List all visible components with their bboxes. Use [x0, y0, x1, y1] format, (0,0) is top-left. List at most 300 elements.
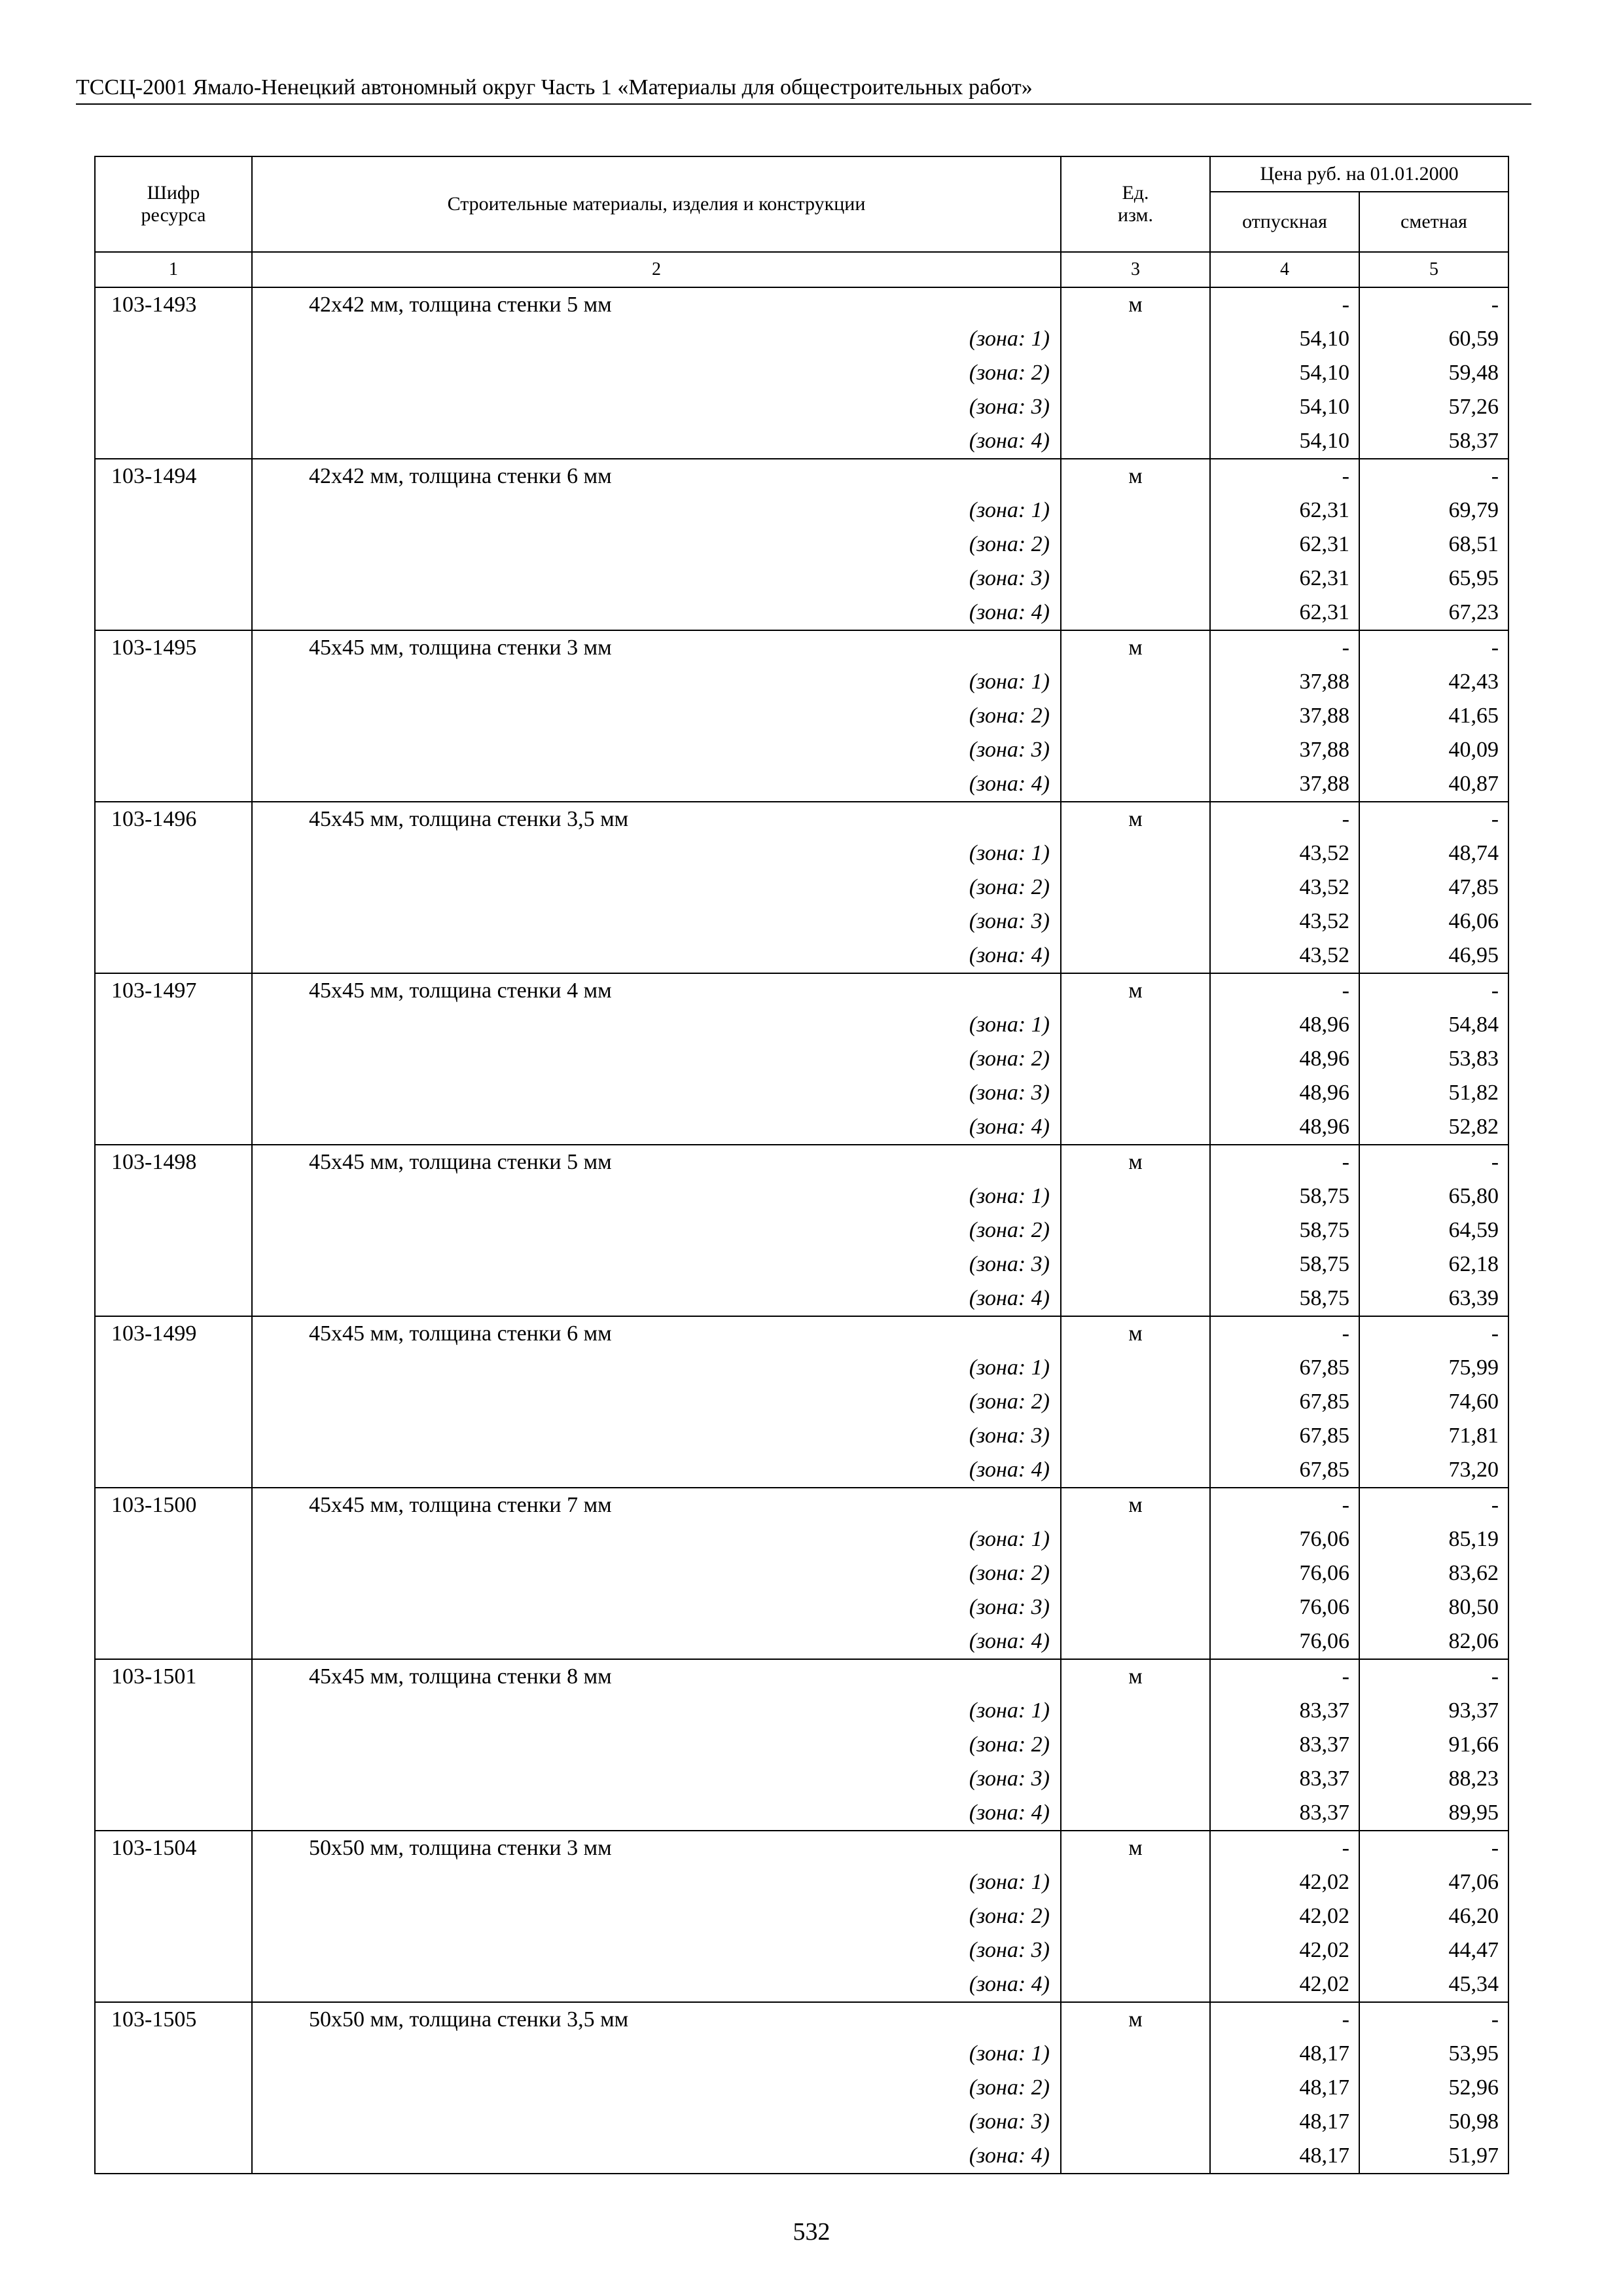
estimate-price: 71,81 — [1359, 1419, 1508, 1453]
zone-label: (зона: 3) — [252, 1247, 1061, 1282]
release-price: 42,02 — [1210, 1933, 1359, 1967]
release-price: 43,52 — [1210, 836, 1359, 870]
estimate-price: 65,80 — [1359, 1179, 1508, 1213]
empty-cell — [95, 1213, 252, 1247]
estimate-price: 69,79 — [1359, 493, 1508, 528]
release-price: 37,88 — [1210, 733, 1359, 767]
estimate-price: 60,59 — [1359, 322, 1508, 356]
empty-cell — [95, 2071, 252, 2105]
release-price: 48,17 — [1210, 2037, 1359, 2071]
header-estimate: сметная — [1359, 192, 1508, 252]
header-unit: Ед. изм. — [1061, 156, 1210, 252]
zone-row — [95, 1522, 1508, 1556]
resource-code: 103-1493 — [95, 287, 252, 322]
release-price: 67,85 — [1210, 1385, 1359, 1419]
zone-row — [95, 2139, 1508, 2174]
zone-row — [95, 1110, 1508, 1145]
zone-row — [95, 2071, 1508, 2105]
release-price: 67,85 — [1210, 1419, 1359, 1453]
release-price: 54,10 — [1210, 390, 1359, 424]
zone-row — [95, 1179, 1508, 1213]
empty-cell — [1061, 2037, 1210, 2071]
resource-code: 103-1499 — [95, 1316, 252, 1351]
empty-cell — [95, 2037, 252, 2071]
release-price: 48,96 — [1210, 1008, 1359, 1042]
zone-row — [95, 1385, 1508, 1419]
resource-code: 103-1495 — [95, 630, 252, 665]
empty-cell — [95, 1967, 252, 2002]
release-price: - — [1210, 1659, 1359, 1694]
estimate-price: 62,18 — [1359, 1247, 1508, 1282]
resource-code: 103-1497 — [95, 973, 252, 1008]
empty-cell — [95, 322, 252, 356]
release-price: 83,37 — [1210, 1762, 1359, 1796]
estimate-price: - — [1359, 1316, 1508, 1351]
zone-label: (зона: 2) — [252, 1385, 1061, 1419]
unit-cell: м — [1061, 1145, 1210, 1179]
zone-label: (зона: 4) — [252, 1967, 1061, 2002]
release-price: 54,10 — [1210, 424, 1359, 459]
empty-cell — [1061, 562, 1210, 596]
empty-cell — [95, 1419, 252, 1453]
empty-cell — [1061, 2105, 1210, 2139]
zone-label: (зона: 3) — [252, 1762, 1061, 1796]
estimate-price: 53,83 — [1359, 1042, 1508, 1076]
zone-row — [95, 870, 1508, 905]
empty-cell — [95, 1385, 252, 1419]
release-price: 54,10 — [1210, 356, 1359, 390]
zone-row — [95, 2105, 1508, 2139]
resource-code: 103-1496 — [95, 802, 252, 836]
empty-cell — [1061, 767, 1210, 802]
release-price: 42,02 — [1210, 1899, 1359, 1933]
release-price: - — [1210, 630, 1359, 665]
price-table — [94, 156, 1509, 2174]
empty-cell — [95, 493, 252, 528]
empty-cell — [1061, 1008, 1210, 1042]
zone-label: (зона: 3) — [252, 2105, 1061, 2139]
table-row — [95, 2002, 1508, 2037]
release-price: 67,85 — [1210, 1351, 1359, 1385]
release-price: 37,88 — [1210, 767, 1359, 802]
estimate-price: 80,50 — [1359, 1590, 1508, 1624]
zone-label: (зона: 1) — [252, 1008, 1061, 1042]
release-price: 58,75 — [1210, 1213, 1359, 1247]
empty-cell — [1061, 596, 1210, 630]
release-price: 48,96 — [1210, 1042, 1359, 1076]
zone-label: (зона: 3) — [252, 1076, 1061, 1110]
empty-cell — [95, 905, 252, 939]
unit-cell: м — [1061, 802, 1210, 836]
release-price: 76,06 — [1210, 1624, 1359, 1659]
estimate-price: 52,82 — [1359, 1110, 1508, 1145]
zone-label: (зона: 2) — [252, 528, 1061, 562]
zone-row — [95, 1556, 1508, 1590]
unit-cell: м — [1061, 1659, 1210, 1694]
estimate-price: 74,60 — [1359, 1385, 1508, 1419]
estimate-price: - — [1359, 2002, 1508, 2037]
empty-cell — [95, 1453, 252, 1488]
estimate-price: - — [1359, 630, 1508, 665]
estimate-price: 47,85 — [1359, 870, 1508, 905]
estimate-price: 59,48 — [1359, 356, 1508, 390]
material-name: 45х45 мм, толщина стенки 8 мм — [252, 1659, 1061, 1694]
estimate-price: 50,98 — [1359, 2105, 1508, 2139]
empty-cell — [95, 733, 252, 767]
zone-label: (зона: 2) — [252, 2071, 1061, 2105]
empty-cell — [95, 2139, 252, 2174]
zone-row — [95, 939, 1508, 973]
empty-cell — [1061, 1282, 1210, 1316]
zone-label: (зона: 3) — [252, 905, 1061, 939]
empty-cell — [1061, 1556, 1210, 1590]
release-price: - — [1210, 2002, 1359, 2037]
zone-row — [95, 1933, 1508, 1967]
column-number: 1 — [95, 252, 252, 287]
empty-cell — [95, 699, 252, 733]
release-price: 37,88 — [1210, 699, 1359, 733]
estimate-price: - — [1359, 1831, 1508, 1865]
estimate-price: 83,62 — [1359, 1556, 1508, 1590]
release-price: - — [1210, 1145, 1359, 1179]
release-price: 42,02 — [1210, 1967, 1359, 2002]
zone-label: (зона: 4) — [252, 939, 1061, 973]
empty-cell — [1061, 493, 1210, 528]
empty-cell — [1061, 939, 1210, 973]
zone-row — [95, 1351, 1508, 1385]
table-row — [95, 802, 1508, 836]
empty-cell — [95, 2105, 252, 2139]
release-price: 48,96 — [1210, 1076, 1359, 1110]
estimate-price: 89,95 — [1359, 1796, 1508, 1831]
empty-cell — [1061, 1076, 1210, 1110]
estimate-price: 42,43 — [1359, 665, 1508, 699]
estimate-price: 82,06 — [1359, 1624, 1508, 1659]
zone-row — [95, 356, 1508, 390]
empty-cell — [95, 1624, 252, 1659]
zone-label: (зона: 1) — [252, 1351, 1061, 1385]
zone-label: (зона: 1) — [252, 836, 1061, 870]
empty-cell — [95, 1282, 252, 1316]
table-row — [95, 973, 1508, 1008]
zone-label: (зона: 1) — [252, 1865, 1061, 1899]
empty-cell — [1061, 1624, 1210, 1659]
zone-label: (зона: 1) — [252, 1694, 1061, 1728]
zone-row — [95, 1899, 1508, 1933]
column-number: 3 — [1061, 252, 1210, 287]
empty-cell — [95, 870, 252, 905]
resource-code: 103-1505 — [95, 2002, 252, 2037]
estimate-price: 53,95 — [1359, 2037, 1508, 2071]
estimate-price: 51,97 — [1359, 2139, 1508, 2174]
zone-label: (зона: 2) — [252, 356, 1061, 390]
resource-code: 103-1501 — [95, 1659, 252, 1694]
page-number: 532 — [793, 2218, 830, 2246]
zone-label: (зона: 3) — [252, 1419, 1061, 1453]
zone-label: (зона: 1) — [252, 1522, 1061, 1556]
empty-cell — [1061, 1453, 1210, 1488]
empty-cell — [1061, 1933, 1210, 1967]
column-number: 2 — [252, 252, 1061, 287]
empty-cell — [95, 390, 252, 424]
resource-code: 103-1494 — [95, 459, 252, 493]
empty-cell — [95, 1076, 252, 1110]
release-price: 62,31 — [1210, 562, 1359, 596]
release-price: 48,96 — [1210, 1110, 1359, 1145]
empty-cell — [95, 1728, 252, 1762]
estimate-price: 91,66 — [1359, 1728, 1508, 1762]
zone-label: (зона: 1) — [252, 2037, 1061, 2071]
empty-cell — [95, 665, 252, 699]
zone-label: (зона: 1) — [252, 493, 1061, 528]
empty-cell — [95, 1008, 252, 1042]
estimate-price: 45,34 — [1359, 1967, 1508, 2002]
estimate-price: - — [1359, 973, 1508, 1008]
empty-cell — [95, 1796, 252, 1831]
zone-label: (зона: 2) — [252, 1556, 1061, 1590]
release-price: - — [1210, 459, 1359, 493]
empty-cell — [1061, 1762, 1210, 1796]
estimate-price: 73,20 — [1359, 1453, 1508, 1488]
release-price: 76,06 — [1210, 1522, 1359, 1556]
empty-cell — [1061, 424, 1210, 459]
release-price: 48,17 — [1210, 2105, 1359, 2139]
zone-row — [95, 1694, 1508, 1728]
estimate-price: - — [1359, 1145, 1508, 1179]
release-price: 67,85 — [1210, 1453, 1359, 1488]
estimate-price: 67,23 — [1359, 596, 1508, 630]
unit-cell: м — [1061, 2002, 1210, 2037]
empty-cell — [1061, 1110, 1210, 1145]
empty-cell — [1061, 356, 1210, 390]
empty-cell — [1061, 1522, 1210, 1556]
empty-cell — [1061, 1042, 1210, 1076]
empty-cell — [1061, 905, 1210, 939]
zone-label: (зона: 1) — [252, 1179, 1061, 1213]
empty-cell — [1061, 390, 1210, 424]
release-price: 48,17 — [1210, 2139, 1359, 2174]
release-price: 43,52 — [1210, 905, 1359, 939]
zone-row — [95, 1008, 1508, 1042]
estimate-price: 68,51 — [1359, 528, 1508, 562]
zone-row — [95, 665, 1508, 699]
column-number: 4 — [1210, 252, 1359, 287]
zone-row — [95, 1453, 1508, 1488]
estimate-price: - — [1359, 1488, 1508, 1522]
zone-row — [95, 1590, 1508, 1624]
table-row — [95, 287, 1508, 322]
header-price-group: Цена руб. на 01.01.2000 — [1210, 156, 1508, 192]
estimate-price: 64,59 — [1359, 1213, 1508, 1247]
zone-label: (зона: 4) — [252, 424, 1061, 459]
zone-row — [95, 493, 1508, 528]
empty-cell — [1061, 1179, 1210, 1213]
zone-label: (зона: 4) — [252, 1796, 1061, 1831]
table-row — [95, 1145, 1508, 1179]
zone-label: (зона: 4) — [252, 596, 1061, 630]
empty-cell — [1061, 2071, 1210, 2105]
zone-label: (зона: 2) — [252, 1728, 1061, 1762]
empty-cell — [1061, 1796, 1210, 1831]
zone-row — [95, 1076, 1508, 1110]
release-price: - — [1210, 1488, 1359, 1522]
empty-cell — [1061, 1385, 1210, 1419]
release-price: 62,31 — [1210, 528, 1359, 562]
empty-cell — [1061, 733, 1210, 767]
release-price: 54,10 — [1210, 322, 1359, 356]
release-price: - — [1210, 973, 1359, 1008]
unit-cell: м — [1061, 1488, 1210, 1522]
zone-label: (зона: 3) — [252, 562, 1061, 596]
empty-cell — [95, 1865, 252, 1899]
empty-cell — [95, 836, 252, 870]
empty-cell — [1061, 1865, 1210, 1899]
empty-cell — [95, 528, 252, 562]
empty-cell — [95, 1522, 252, 1556]
zone-row — [95, 1762, 1508, 1796]
empty-cell — [95, 1110, 252, 1145]
empty-cell — [1061, 870, 1210, 905]
release-price: 76,06 — [1210, 1590, 1359, 1624]
zone-row — [95, 2037, 1508, 2071]
release-price: 58,75 — [1210, 1282, 1359, 1316]
material-name: 42х42 мм, толщина стенки 6 мм — [252, 459, 1061, 493]
zone-label: (зона: 3) — [252, 733, 1061, 767]
resource-code: 103-1498 — [95, 1145, 252, 1179]
resource-code: 103-1500 — [95, 1488, 252, 1522]
empty-cell — [1061, 1419, 1210, 1453]
material-name: 45х45 мм, толщина стенки 7 мм — [252, 1488, 1061, 1522]
material-name: 45х45 мм, толщина стенки 3,5 мм — [252, 802, 1061, 836]
unit-cell: м — [1061, 973, 1210, 1008]
unit-cell: м — [1061, 287, 1210, 322]
estimate-price: 88,23 — [1359, 1762, 1508, 1796]
table-row — [95, 1488, 1508, 1522]
page-header: ТССЦ-2001 Ямало-Ненецкий автономный округ Часть 1 «Материалы для общестроительных работ» — [76, 73, 1531, 105]
estimate-price: 41,65 — [1359, 699, 1508, 733]
estimate-price: 40,87 — [1359, 767, 1508, 802]
empty-cell — [1061, 1590, 1210, 1624]
zone-row — [95, 699, 1508, 733]
empty-cell — [95, 596, 252, 630]
zone-label: (зона: 4) — [252, 767, 1061, 802]
release-price: 58,75 — [1210, 1179, 1359, 1213]
zone-label: (зона: 2) — [252, 870, 1061, 905]
material-name: 50х50 мм, толщина стенки 3 мм — [252, 1831, 1061, 1865]
material-name: 50х50 мм, толщина стенки 3,5 мм — [252, 2002, 1061, 2037]
zone-label: (зона: 4) — [252, 1110, 1061, 1145]
empty-cell — [95, 356, 252, 390]
estimate-price: 47,06 — [1359, 1865, 1508, 1899]
empty-cell — [1061, 1728, 1210, 1762]
estimate-price: 58,37 — [1359, 424, 1508, 459]
zone-label: (зона: 2) — [252, 699, 1061, 733]
resource-code: 103-1504 — [95, 1831, 252, 1865]
estimate-price: 54,84 — [1359, 1008, 1508, 1042]
material-name: 42х42 мм, толщина стенки 5 мм — [252, 287, 1061, 322]
zone-label: (зона: 2) — [252, 1899, 1061, 1933]
header-release: отпускная — [1210, 192, 1359, 252]
zone-label: (зона: 1) — [252, 665, 1061, 699]
zone-row — [95, 562, 1508, 596]
estimate-price: 52,96 — [1359, 2071, 1508, 2105]
estimate-price: 51,82 — [1359, 1076, 1508, 1110]
estimate-price: 40,09 — [1359, 733, 1508, 767]
zone-label: (зона: 3) — [252, 390, 1061, 424]
empty-cell — [1061, 1967, 1210, 2002]
zone-row — [95, 596, 1508, 630]
empty-cell — [95, 1247, 252, 1282]
material-name: 45х45 мм, толщина стенки 4 мм — [252, 973, 1061, 1008]
release-price: 42,02 — [1210, 1865, 1359, 1899]
zone-row — [95, 390, 1508, 424]
estimate-price: 46,95 — [1359, 939, 1508, 973]
empty-cell — [95, 1899, 252, 1933]
empty-cell — [95, 1042, 252, 1076]
release-price: 58,75 — [1210, 1247, 1359, 1282]
column-number: 5 — [1359, 252, 1508, 287]
material-name: 45х45 мм, толщина стенки 5 мм — [252, 1145, 1061, 1179]
zone-label: (зона: 4) — [252, 1624, 1061, 1659]
zone-label: (зона: 3) — [252, 1590, 1061, 1624]
release-price: - — [1210, 802, 1359, 836]
release-price: 48,17 — [1210, 2071, 1359, 2105]
release-price: 62,31 — [1210, 596, 1359, 630]
empty-cell — [95, 1351, 252, 1385]
estimate-price: 48,74 — [1359, 836, 1508, 870]
header-name: Строительные материалы, изделия и конструкции — [252, 156, 1061, 252]
estimate-price: - — [1359, 459, 1508, 493]
zone-row — [95, 1419, 1508, 1453]
zone-row — [95, 1728, 1508, 1762]
estimate-price: - — [1359, 802, 1508, 836]
zone-row — [95, 322, 1508, 356]
empty-cell — [1061, 1899, 1210, 1933]
empty-cell — [1061, 1213, 1210, 1247]
zone-label: (зона: 4) — [252, 1453, 1061, 1488]
empty-cell — [1061, 836, 1210, 870]
release-price: 43,52 — [1210, 939, 1359, 973]
material-name: 45х45 мм, толщина стенки 6 мм — [252, 1316, 1061, 1351]
empty-cell — [1061, 2139, 1210, 2174]
material-name: 45х45 мм, толщина стенки 3 мм — [252, 630, 1061, 665]
release-price: - — [1210, 287, 1359, 322]
release-price: 83,37 — [1210, 1728, 1359, 1762]
unit-cell: м — [1061, 1316, 1210, 1351]
zone-label: (зона: 2) — [252, 1042, 1061, 1076]
header-code: Шифр ресурса — [95, 156, 252, 252]
estimate-price: - — [1359, 287, 1508, 322]
estimate-price: 75,99 — [1359, 1351, 1508, 1385]
zone-row — [95, 1213, 1508, 1247]
estimate-price: 46,20 — [1359, 1899, 1508, 1933]
release-price: 76,06 — [1210, 1556, 1359, 1590]
empty-cell — [95, 939, 252, 973]
zone-row — [95, 1967, 1508, 2002]
zone-label: (зона: 2) — [252, 1213, 1061, 1247]
empty-cell — [95, 1933, 252, 1967]
zone-label: (зона: 3) — [252, 1933, 1061, 1967]
estimate-price: 93,37 — [1359, 1694, 1508, 1728]
release-price: 37,88 — [1210, 665, 1359, 699]
table-row — [95, 1316, 1508, 1351]
empty-cell — [95, 1694, 252, 1728]
zone-row — [95, 1624, 1508, 1659]
estimate-price: 57,26 — [1359, 390, 1508, 424]
empty-cell — [1061, 699, 1210, 733]
estimate-price: 44,47 — [1359, 1933, 1508, 1967]
release-price: - — [1210, 1316, 1359, 1351]
